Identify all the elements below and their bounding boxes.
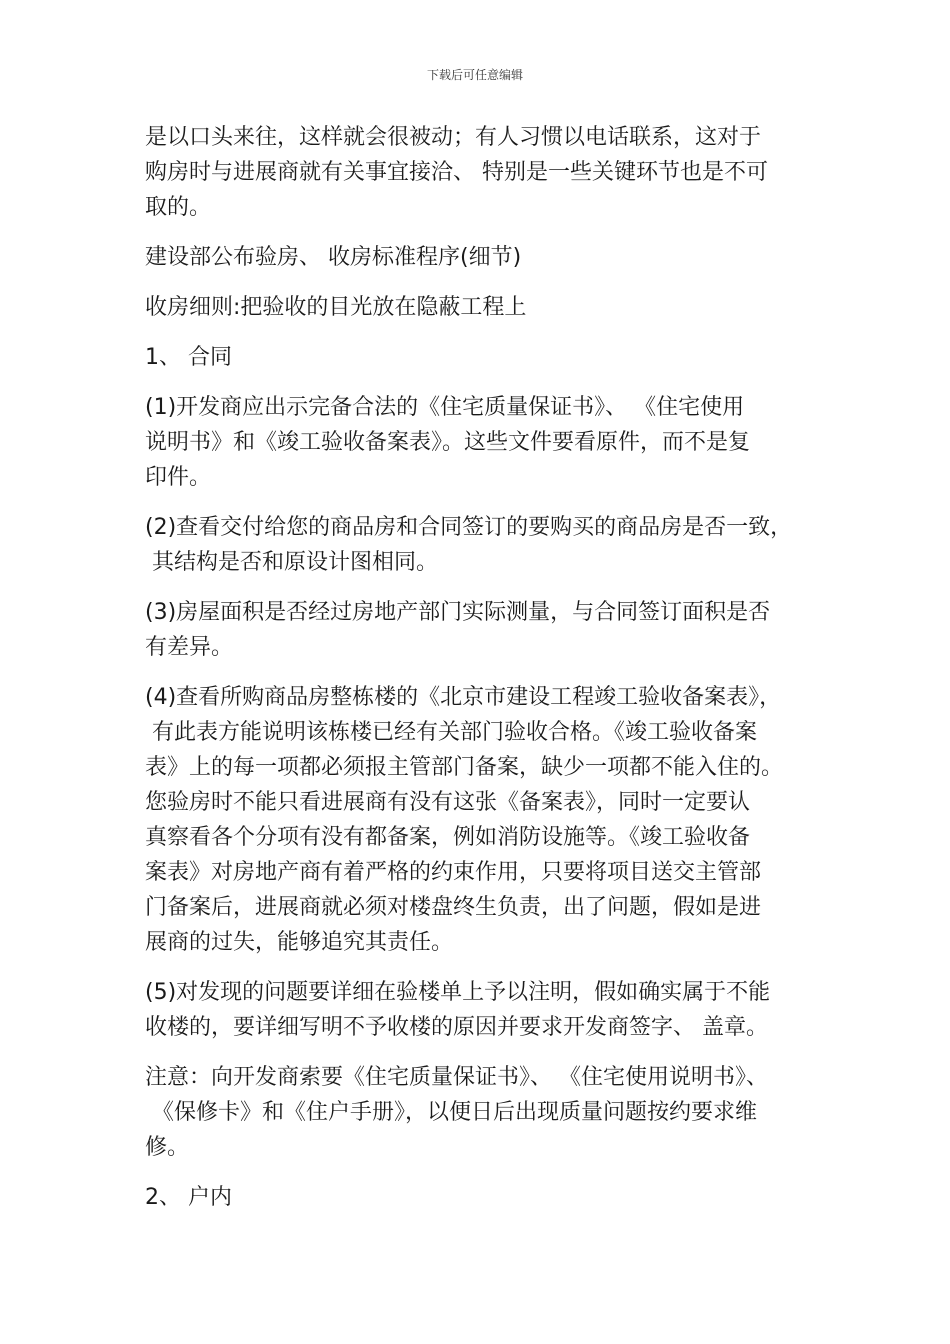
text-line: (4)查看所购商品房整栋楼的《北京市建设工程竣工验收备案表》， <box>145 685 782 710</box>
item-3 <box>145 595 825 665</box>
text-line: 真察看各个分项有没有都备案，例如消防设施等。《竣工验收备 <box>145 825 751 850</box>
text-line: 是以口头来往，这样就会很被动；有人习惯以电话联系，这对于 <box>145 125 762 150</box>
heading-contract <box>145 340 825 375</box>
section-title <box>145 240 825 275</box>
text-line: 表》上的每一项都必须报主管部门备案，缺少一项都不能入住的。 <box>145 755 784 780</box>
note-paragraph <box>145 1060 825 1165</box>
text-line: 案表》对房地产商有着严格的约束作用，只要将项目送交主管部 <box>145 860 762 885</box>
text-line: (5)对发现的问题要详细在验楼单上予以注明，假如确实属于不能 <box>145 980 771 1005</box>
text-line: 注意：向开发商索要《住宅质量保证书》、 《住宅使用说明书》、 <box>145 1065 768 1090</box>
section-subtitle <box>145 290 825 325</box>
text-line: 修。 <box>145 1135 190 1160</box>
text-line: 2、 户内 <box>145 1185 232 1210</box>
text-line: 购房时与进展商就有关事宜接洽、 特别是一些关键环节也是不可 <box>145 160 768 185</box>
text-line: 建设部公布验房、 收房标准程序(细节) <box>145 245 522 270</box>
text-line: 收楼的，要详细写明不予收楼的原因并要求开发商签字、 盖章。 <box>145 1015 768 1040</box>
text-line: 取的。 <box>145 195 212 220</box>
intro-paragraph <box>145 120 825 225</box>
text-line: 有此表方能说明该栋楼已经有关部门验收合格。《竣工验收备案 <box>145 720 757 745</box>
text-line: 其结构是否和原设计图相同。 <box>145 550 438 575</box>
text-line: (2)查看交付给您的商品房和合同签订的要购买的商品房是否一致， <box>145 515 793 540</box>
text-line: 《保修卡》和《住户手册》，以便日后出现质量问题按约要求维 <box>145 1100 757 1125</box>
document-body <box>145 120 825 1230</box>
text-line: 您验房时不能只看进展商有没有这张《备案表》，同时一定要认 <box>145 790 751 815</box>
text-line: 印件。 <box>145 465 212 490</box>
item-1 <box>145 390 825 495</box>
item-2 <box>145 510 825 580</box>
text-line: (3)房屋面积是否经过房地产部门实际测量，与合同签订面积是否 <box>145 600 771 625</box>
heading-indoor <box>145 1180 825 1215</box>
item-4 <box>145 680 825 960</box>
text-line: 展商的过失，能够追究其责任。 <box>145 930 454 955</box>
text-line: 说明书》和《竣工验收备案表》。这些文件要看原件，而不是复 <box>145 430 751 455</box>
text-line: (1)开发商应出示完备合法的《住宅质量保证书》、 《住宅使用 <box>145 395 745 420</box>
text-line: 有差异。 <box>145 635 234 660</box>
item-5 <box>145 975 825 1045</box>
page-header: 下载后可任意编辑 <box>426 68 523 82</box>
text-line: 1、 合同 <box>145 345 232 370</box>
text-line: 收房细则:把验收的目光放在隐蔽工程上 <box>145 295 527 320</box>
text-line: 门备案后，进展商就必须对楼盘终生负责，出了问题，假如是进 <box>145 895 762 920</box>
